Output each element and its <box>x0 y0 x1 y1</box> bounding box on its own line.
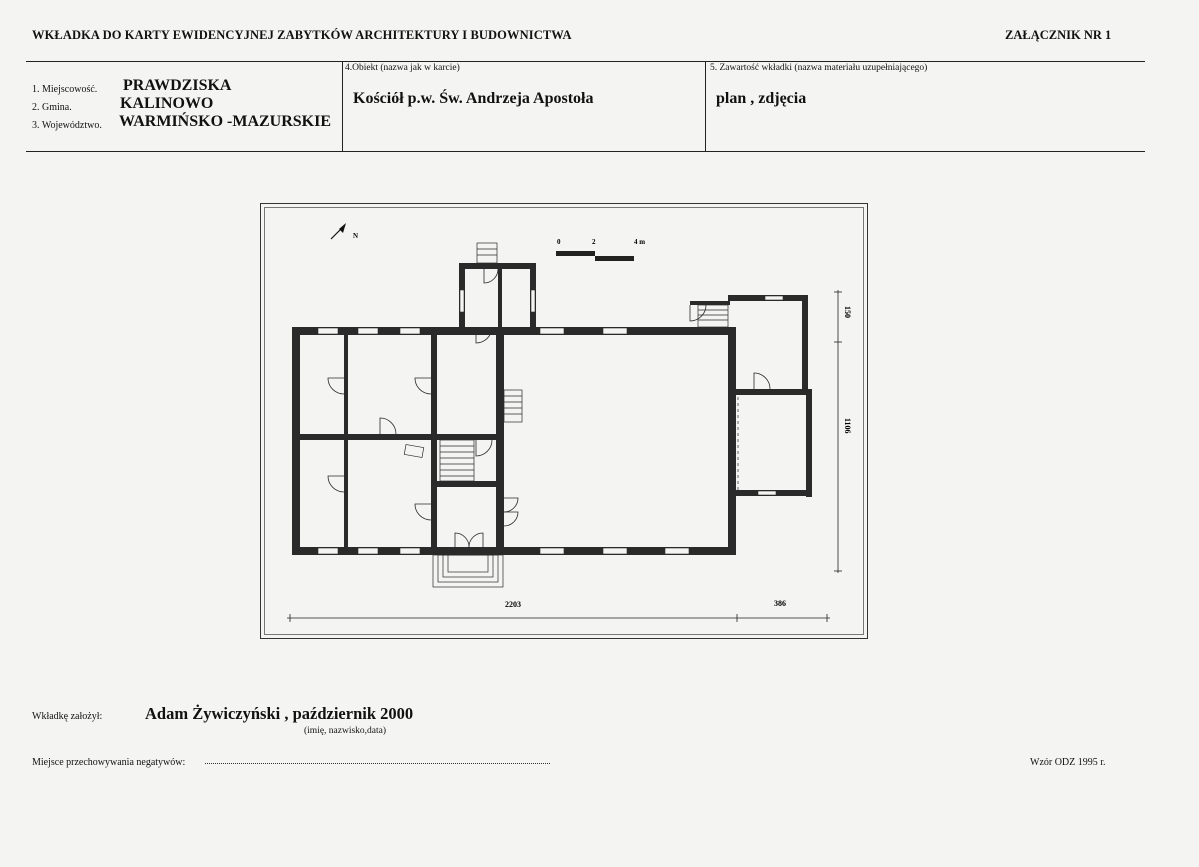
negatives-field <box>205 761 550 764</box>
commune-label: 2. Gmina. <box>32 102 72 113</box>
dim-width-label: 2203 <box>505 600 521 609</box>
north-label: N <box>353 232 359 240</box>
plan-stairs <box>404 243 738 587</box>
voivodeship-label: 3. Województwo. <box>32 120 102 131</box>
plan-doors <box>328 269 770 547</box>
template-label: Wzór ODZ 1995 r. <box>1030 757 1106 768</box>
form-title: WKŁADKA DO KARTY EWIDENCYJNEJ ZABYTKÓW ARCHITEKTURY I BUDOWNICTWA <box>32 28 572 42</box>
scale-label-2: 2 <box>592 238 596 246</box>
dimension-lines <box>287 290 842 622</box>
dim-tower-label: 150 <box>843 306 852 318</box>
north-arrow-icon <box>331 223 346 239</box>
scale-bar <box>556 251 634 261</box>
object-label: 4.Obiekt (nazwa jak w karcie) <box>345 63 460 73</box>
contents-label: 5. Zawartość wkładki (nazwa materiału uzupełniającego) <box>710 63 928 73</box>
contents-value: plan , zdjęcia <box>716 90 807 107</box>
dim-side-label: 386 <box>774 599 786 608</box>
locality-label: 1. Miejscowość. <box>32 84 98 95</box>
scale-label-0: 0 <box>557 238 561 246</box>
created-label: Wkładkę założył: <box>32 711 103 722</box>
annex-label: ZAŁĄCZNIK NR 1 <box>1005 28 1112 42</box>
commune-value: KALINOWO <box>120 95 214 112</box>
voivodeship-value: WARMIŃSKO -MAZURSKIE <box>119 113 332 130</box>
locality-value: PRAWDZISKA <box>123 77 232 94</box>
dim-height-label: 1106 <box>843 418 852 434</box>
created-value: Adam Żywiczyński , październik 2000 <box>145 704 414 723</box>
negatives-label: Miejsce przechowywania negatywów: <box>32 757 186 768</box>
plan-walls <box>292 263 812 555</box>
scale-label-4m: 4 m <box>634 238 646 246</box>
object-value: Kościół p.w. Św. Andrzeja Apostoła <box>353 90 594 107</box>
created-hint: (imię, nazwisko,data) <box>304 726 387 736</box>
